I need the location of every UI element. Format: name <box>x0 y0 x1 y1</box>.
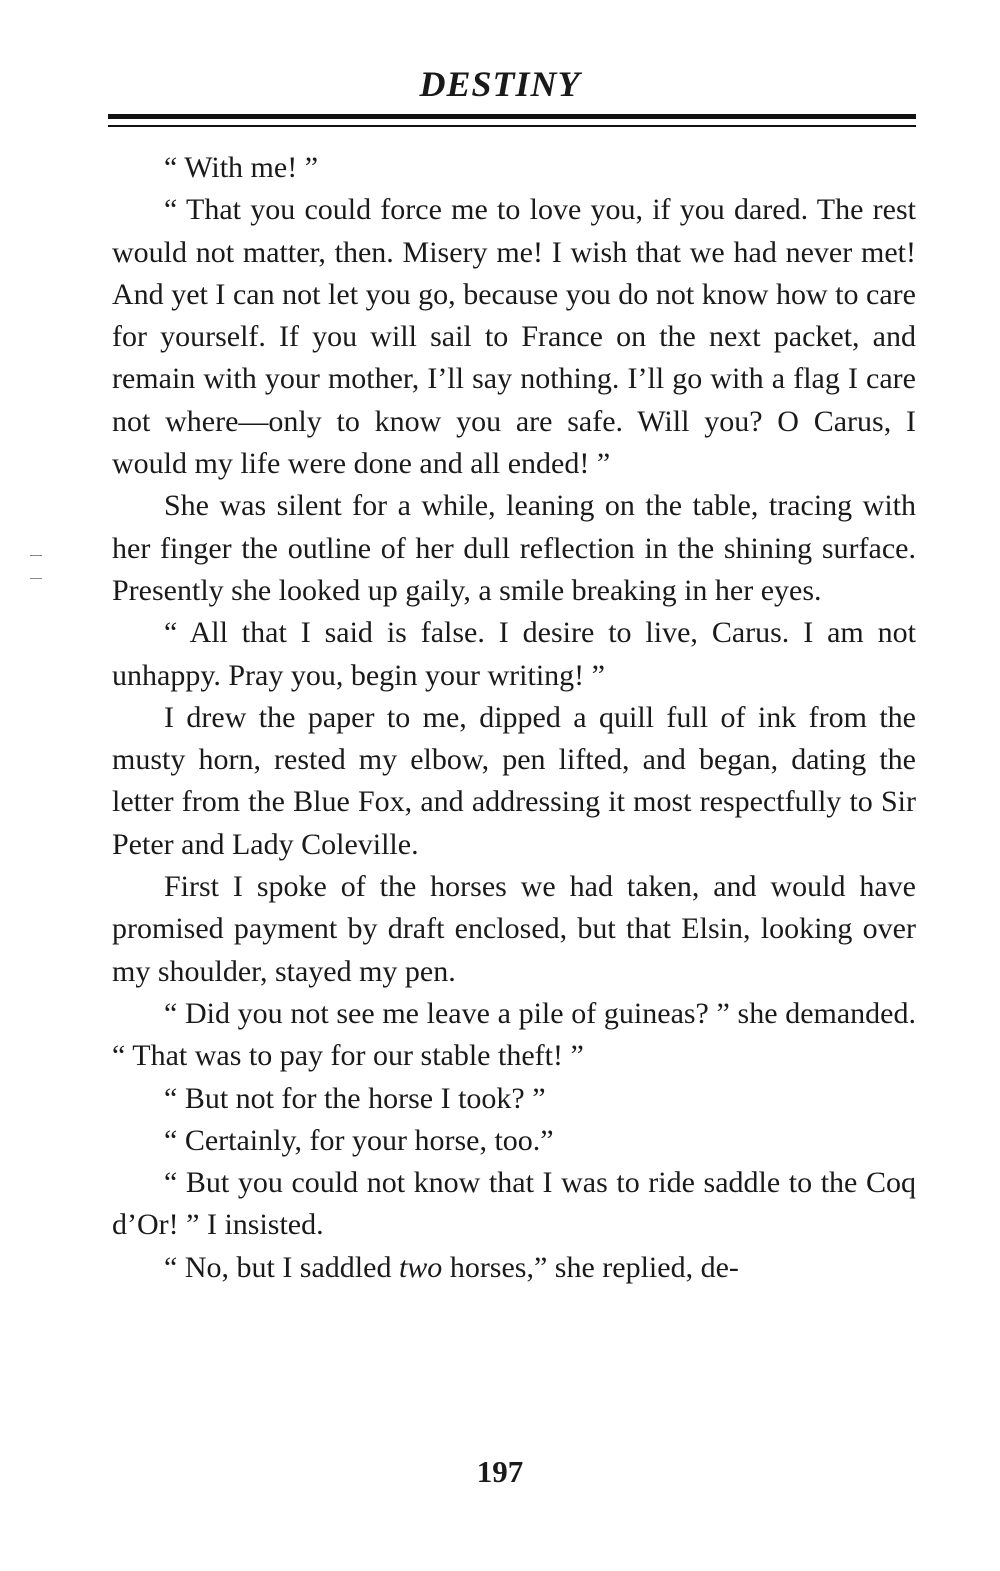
paragraph: “ But not for the horse I took? ” <box>164 1081 546 1115</box>
paragraph: I drew the paper to me, dipped a quill full of ink from the musty horn, rested my elbow, pen lifted, and began, dating the letter from the Blue Fox, and addressing it most respectfully to Sir Peter and Lady Coleville. <box>112 700 916 861</box>
paragraph: “ But you could not know that I was to ride saddle to the Coq d’Or! ” I insisted. <box>112 1166 916 1242</box>
paragraph: First I spoke of the horses we had taken, and would have promised payment by draft enclosed, but that Elsin, looking over my shoulder, stayed my pen. <box>112 870 916 988</box>
paragraph: “ All that I said is false. I desire to live, Carus. I am not unhappy. Pray you, begin your writing! ” <box>112 616 916 692</box>
paragraph-last <box>112 1247 916 1289</box>
text-run: horses,” she replied, de- <box>442 1250 739 1284</box>
italic-word: two <box>398 1250 443 1284</box>
margin-tick <box>30 578 42 579</box>
paragraph: “ Did you not see me leave a pile of guineas? ” she demanded. “ That was to pay for our stable theft! ” <box>112 996 916 1073</box>
margin-tick <box>30 555 42 556</box>
header-rule-thick <box>108 114 916 119</box>
header-rule-thin <box>108 125 916 127</box>
paragraph: She was silent for a while, leaning on the table, tracing with her finger the outline of her dull reflection in the shining surface. Presently she looked up gaily, a smile breaking in her eyes. <box>112 489 916 607</box>
body-text <box>112 147 916 1289</box>
page-number: 197 <box>476 1454 524 1489</box>
paragraph: “ Certainly, for your horse, too.” <box>164 1123 554 1157</box>
running-title: DESTINY <box>419 64 581 104</box>
paragraph: “ With me! ” <box>164 151 319 184</box>
paragraph: “ That you could force me to love you, if you dared. The rest would not matter, then. Misery me! I wish that we had never met! And yet I can not let you go, because you do not know how to care for yourself. If you will sail to France on the next packet, and remain with your mother, I’ll say nothing. I’ll go with a flag I care not where—only to know you are safe. Will you? O Carus, I would my life were done and all ended! ” <box>112 193 916 481</box>
text-run: “ No, but I saddled <box>164 1250 399 1284</box>
